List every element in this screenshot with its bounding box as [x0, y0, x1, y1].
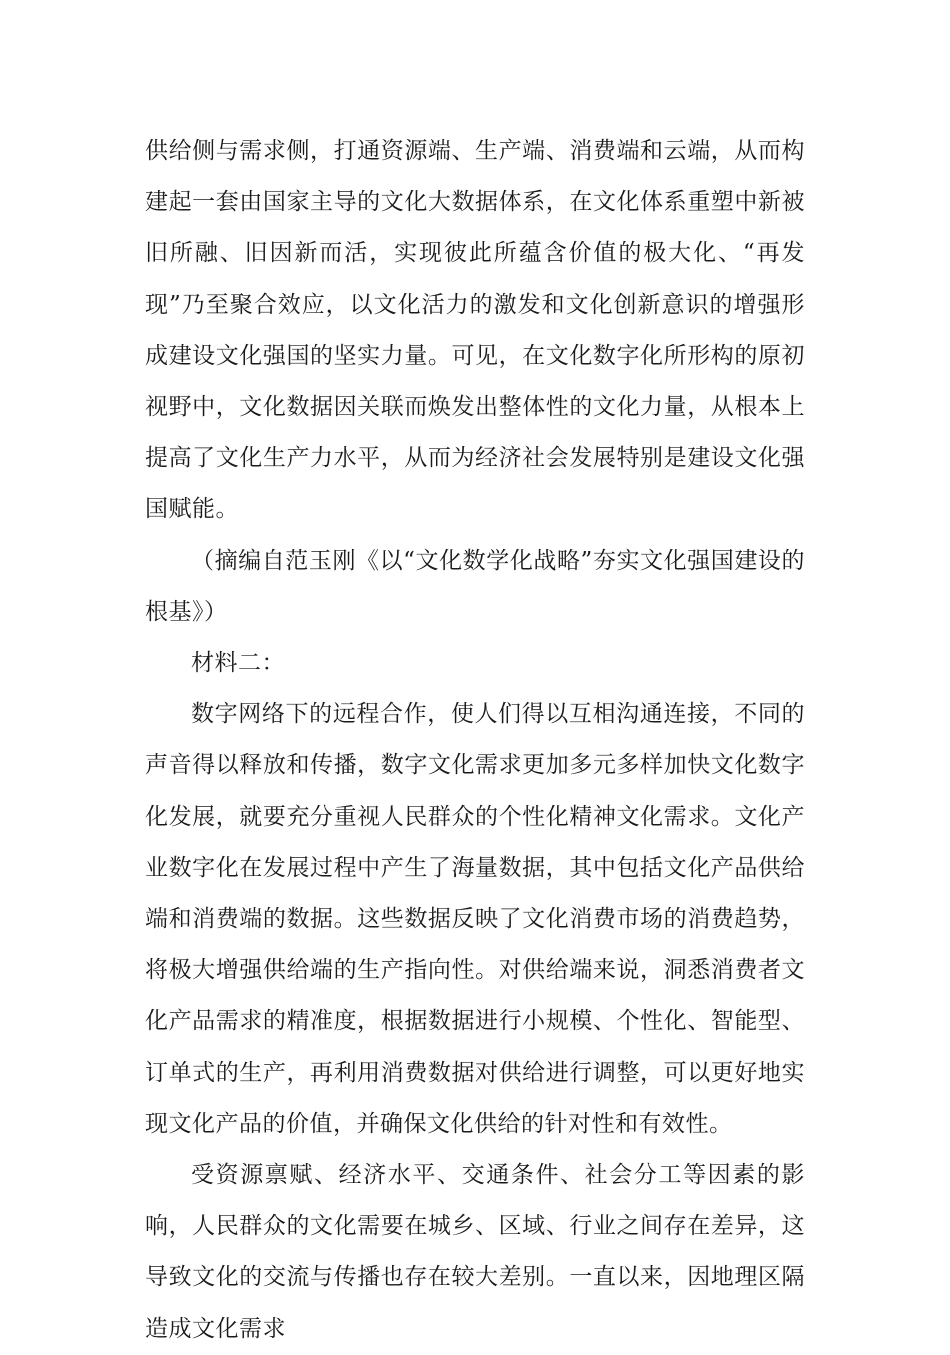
section-heading-material-two: 材料二：: [191, 650, 285, 677]
paragraph-citation: （摘编自范玉刚《以“文化数学化战略”夯实文化强国建设的根基》）: [145, 547, 805, 625]
document-body: [145, 126, 805, 1355]
paragraph-continuation: 供给侧与需求侧，打通资源端、生产端、消费端和云端，从而构建起一套由国家主导的文化大数据体系，在文化体系重塑中新被旧所融、旧因新而活，实现彼此所蕴含价值的极大化、“再发现”乃至聚合效应，以文化活力的激发和文化创新意识的增强形成建设文化强国的坚实力量。可见，在文化数字化所形构的原初视野中，文化数据因关联而焕发出整体性的文化力量，从根本上提高了文化生产力水平，从而为经济社会发展特别是建设文化强国赋能。: [145, 138, 805, 523]
paragraph-resource-differences: 受资源禀赋、经济水平、交通条件、社会分工等因素的影响，人民群众的文化需要在城乡、区域、行业之间存在差异，这导致文化的交流与传播也存在较大差别。一直以来，因地理区隔造成文化需求: [145, 1162, 805, 1342]
paragraph-digital-network: 数字网络下的远程合作，使人们得以互相沟通连接，不同的声音得以释放和传播，数字文化需求更加多元多样加快文化数字化发展，就要充分重视人民群众的个性化精神文化需求。文化产业数字化在发展过程中产生了海量数据，其中包括文化产品供给端和消费端的数据。这些数据反映了文化消费市场的消费趋势，将极大增强供给端的生产指向性。对供给端来说，洞悉消费者文化产品需求的精准度，根据数据进行小规模、个性化、智能型、订单式的生产，再利用消费数据对供给进行调整，可以更好地实现文化产品的价值，并确保文化供给的针对性和有效性。: [145, 701, 805, 1137]
